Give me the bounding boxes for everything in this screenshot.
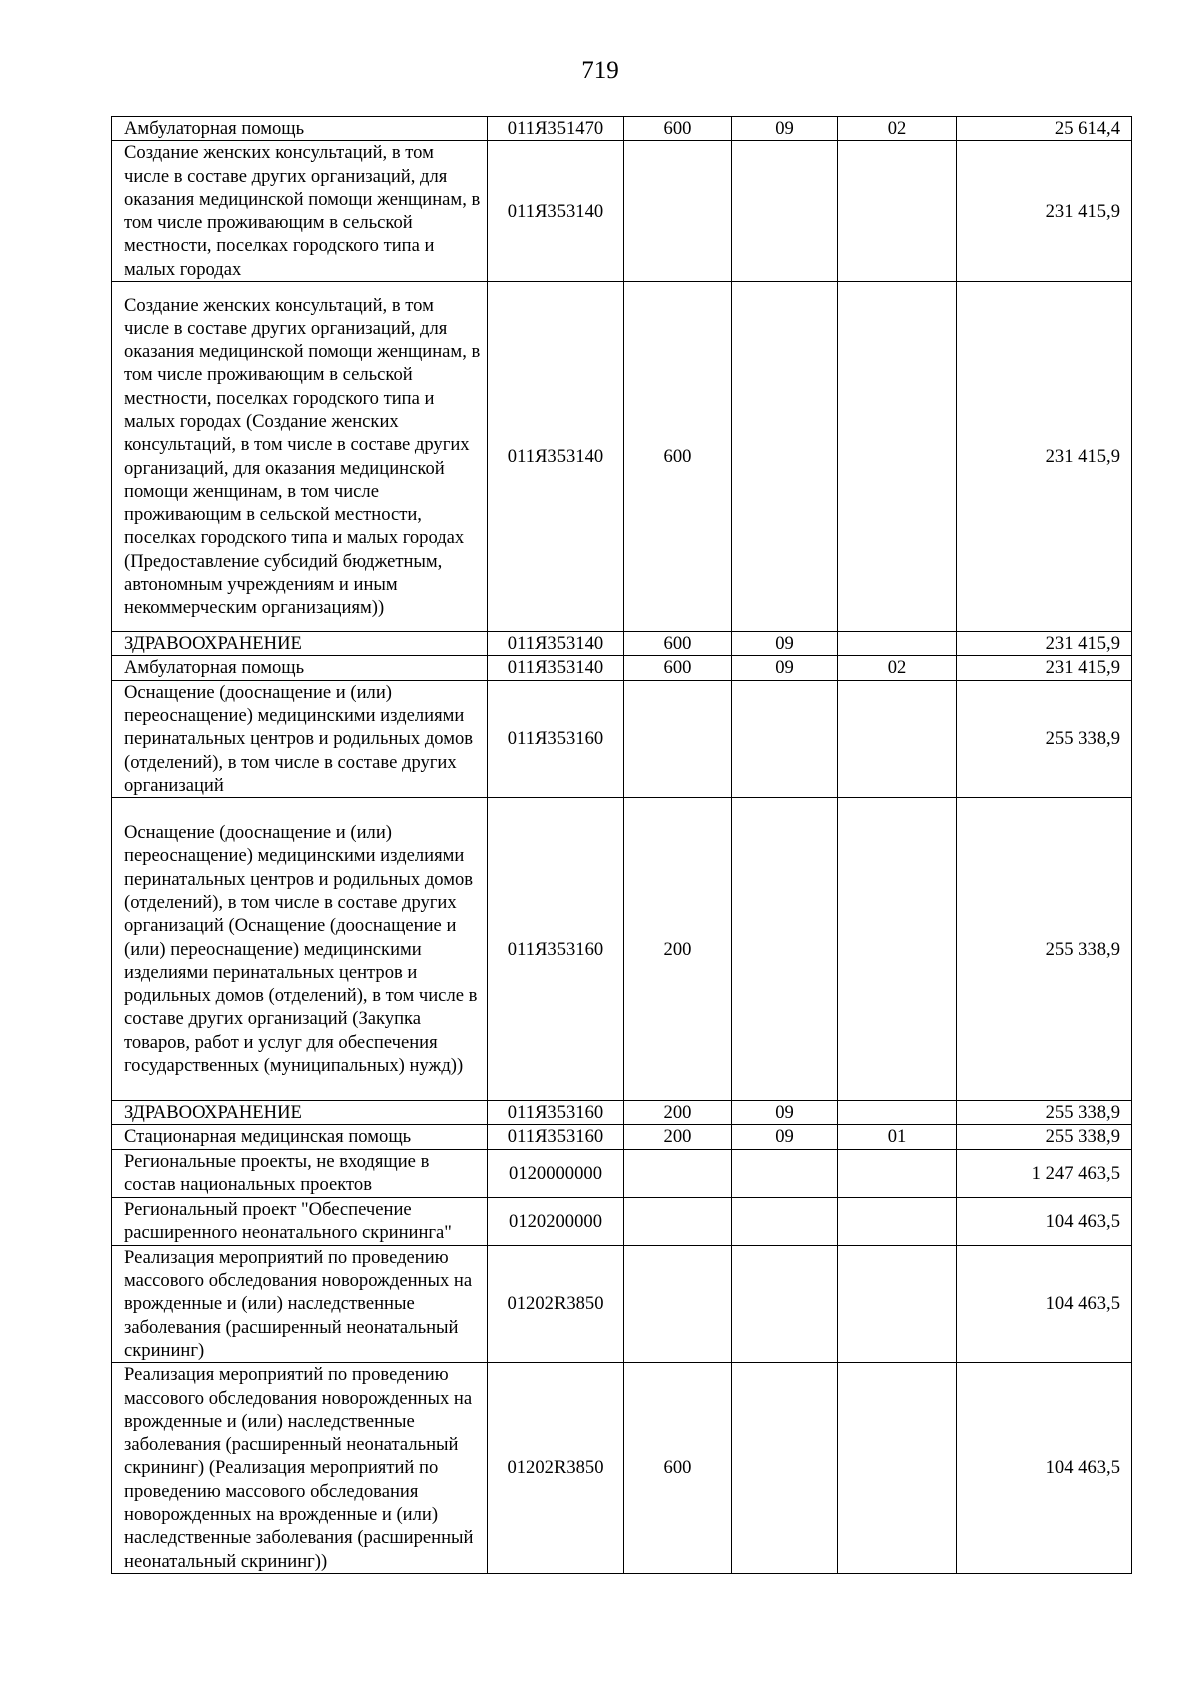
table-row	[112, 1363, 1132, 1574]
row-target-code: 01202R3850	[488, 1245, 624, 1362]
row-name: Создание женских консультаций, в том числе в составе других организаций, для оказания медицинской помощи женщинам, в том числе проживающим в сельской местности, поселках городского типа и малых городах	[112, 141, 488, 282]
row-subsection	[838, 1363, 957, 1574]
page-number: 719	[581, 57, 619, 84]
row-amount: 231 415,9	[957, 282, 1132, 632]
row-section	[732, 1245, 838, 1362]
row-section	[732, 798, 838, 1101]
row-target-code: 0120000000	[488, 1149, 624, 1197]
row-amount: 231 415,9	[957, 632, 1132, 656]
row-target-code: 011Я353140	[488, 282, 624, 632]
row-name: Амбулаторная помощь	[112, 656, 488, 680]
row-name: Создание женских консультаций, в том числе в составе других организаций, для оказания медицинской помощи женщинам, в том числе проживающим в сельской местности, поселках городского типа и малых городах (Создание женских консультаций, в том числе в составе других организаций, для оказания медицинской помощи женщинам, в том числе проживающим в сельской местности, поселках городского типа и малых городах (Предоставление субсидий бюджетным, автономным учреждениям и иным некоммерческим организациям))	[112, 282, 488, 632]
row-target-code: 0120200000	[488, 1197, 624, 1245]
row-section	[732, 1149, 838, 1197]
table-row	[112, 1245, 1132, 1362]
table-row	[112, 1149, 1132, 1197]
table-row	[112, 1101, 1132, 1125]
row-target-code: 011Я351470	[488, 117, 624, 141]
row-section: 09	[732, 632, 838, 656]
table-row	[112, 680, 1132, 797]
row-subsection	[838, 1245, 957, 1362]
table-row	[112, 1125, 1132, 1149]
row-amount: 255 338,9	[957, 798, 1132, 1101]
row-expense-type: 600	[624, 656, 732, 680]
row-subsection: 02	[838, 656, 957, 680]
row-subsection	[838, 798, 957, 1101]
table-row	[112, 117, 1132, 141]
row-name: Оснащение (дооснащение и (или) переоснащение) медицинскими изделиями перинатальных центров и родильных домов (отделений), в том числе в составе других организаций (Оснащение (дооснащение и (или) переоснащение) медицинскими изделиями перинатальных центров и родильных домов (отделений), в том числе в составе других организаций (Закупка товаров, работ и услуг для обеспечения государственных (муниципальных) нужд))	[112, 798, 488, 1101]
row-expense-type: 200	[624, 1125, 732, 1149]
row-expense-type: 600	[624, 632, 732, 656]
table-row	[112, 632, 1132, 656]
row-section: 09	[732, 1101, 838, 1125]
row-name: Реализация мероприятий по проведению массового обследования новорожденных на врожденные и (или) наследственные заболевания (расширенный неонатальный скрининг) (Реализация мероприятий по проведению массового обследования новорожденных на врожденные и (или) наследственные заболевания (расширенный неонатальный скрининг))	[112, 1363, 488, 1574]
table-row	[112, 282, 1132, 632]
row-subsection	[838, 680, 957, 797]
row-subsection	[838, 1149, 957, 1197]
row-subsection	[838, 1197, 957, 1245]
row-section	[732, 680, 838, 797]
row-section: 09	[732, 1125, 838, 1149]
row-amount: 104 463,5	[957, 1245, 1132, 1362]
row-amount: 25 614,4	[957, 117, 1132, 141]
table-row	[112, 141, 1132, 282]
row-name: Региональные проекты, не входящие в состав национальных проектов	[112, 1149, 488, 1197]
row-amount: 1 247 463,5	[957, 1149, 1132, 1197]
row-expense-type	[624, 1245, 732, 1362]
row-expense-type	[624, 680, 732, 797]
row-expense-type	[624, 1197, 732, 1245]
row-section: 09	[732, 117, 838, 141]
row-amount: 255 338,9	[957, 1101, 1132, 1125]
row-target-code: 011Я353160	[488, 798, 624, 1101]
row-expense-type	[624, 1149, 732, 1197]
row-name: Региональный проект "Обеспечение расширенного неонатального скрининга"	[112, 1197, 488, 1245]
table-row	[112, 1197, 1132, 1245]
row-target-code: 011Я353160	[488, 1101, 624, 1125]
row-subsection: 02	[838, 117, 957, 141]
row-amount: 231 415,9	[957, 656, 1132, 680]
row-subsection	[838, 282, 957, 632]
row-name: ЗДРАВООХРАНЕНИЕ	[112, 1101, 488, 1125]
row-subsection: 01	[838, 1125, 957, 1149]
row-expense-type: 600	[624, 282, 732, 632]
budget-table	[111, 116, 1132, 1574]
row-name: Реализация мероприятий по проведению массового обследования новорожденных на врожденные и (или) наследственные заболевания (расширенный неонатальный скрининг)	[112, 1245, 488, 1362]
row-name: Амбулаторная помощь	[112, 117, 488, 141]
row-expense-type: 600	[624, 1363, 732, 1574]
row-section	[732, 1197, 838, 1245]
row-expense-type: 200	[624, 1101, 732, 1125]
row-target-code: 011Я353140	[488, 141, 624, 282]
table-row	[112, 798, 1132, 1101]
row-section: 09	[732, 656, 838, 680]
row-amount: 255 338,9	[957, 1125, 1132, 1149]
row-target-code: 011Я353160	[488, 1125, 624, 1149]
budget-table-body	[112, 117, 1132, 1574]
row-amount: 255 338,9	[957, 680, 1132, 797]
row-name: Оснащение (дооснащение и (или) переоснащение) медицинскими изделиями перинатальных центров и родильных домов (отделений), в том числе в составе других организаций	[112, 680, 488, 797]
row-amount: 104 463,5	[957, 1363, 1132, 1574]
row-name: Стационарная медицинская помощь	[112, 1125, 488, 1149]
table-row	[112, 656, 1132, 680]
row-target-code: 011Я353140	[488, 656, 624, 680]
row-section	[732, 1363, 838, 1574]
row-section	[732, 141, 838, 282]
row-subsection	[838, 141, 957, 282]
row-amount: 231 415,9	[957, 141, 1132, 282]
row-expense-type	[624, 141, 732, 282]
row-subsection	[838, 1101, 957, 1125]
row-subsection	[838, 632, 957, 656]
row-target-code: 011Я353140	[488, 632, 624, 656]
row-section	[732, 282, 838, 632]
row-expense-type: 200	[624, 798, 732, 1101]
row-name: ЗДРАВООХРАНЕНИЕ	[112, 632, 488, 656]
row-expense-type: 600	[624, 117, 732, 141]
row-target-code: 01202R3850	[488, 1363, 624, 1574]
row-target-code: 011Я353160	[488, 680, 624, 797]
row-amount: 104 463,5	[957, 1197, 1132, 1245]
